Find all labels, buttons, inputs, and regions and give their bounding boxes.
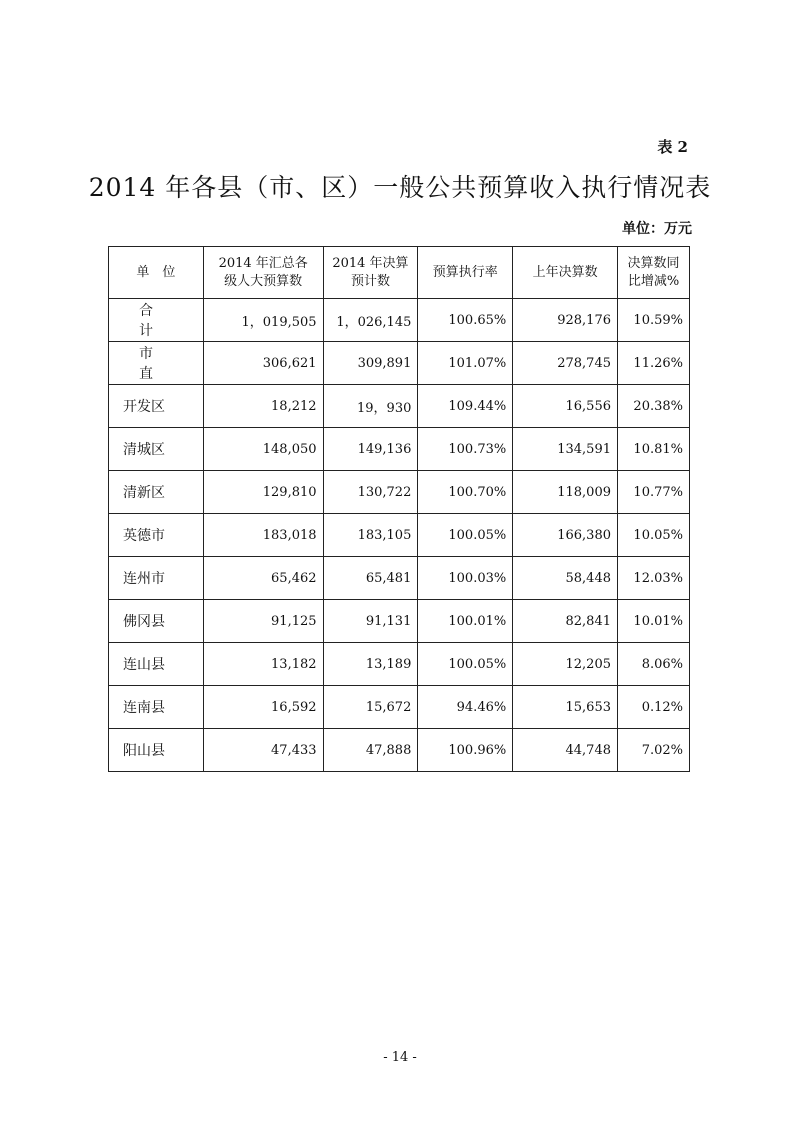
header-unit [109,247,204,299]
cell-rate: 100.96% [418,729,513,772]
table-row [109,557,690,600]
cell-prev: 134,591 [513,428,618,471]
cell-budget: 183,018 [203,514,323,557]
cell-final: 65,481 [323,557,418,600]
table-row [109,342,690,385]
header-change-line1: 决算数同 [627,255,680,271]
cell-budget: 13,182 [203,643,323,686]
header-final-line1: 2014 年决算 [332,255,409,271]
cell-final: 1，026,145 [323,299,418,342]
table-row [109,686,690,729]
table-label: 表 2 [657,138,688,156]
page-title: 2014 年各县（市、区）一般公共预算收入执行情况表 [88,173,712,202]
cell-prev: 928,176 [513,299,618,342]
cell-prev: 16,556 [513,385,618,428]
cell-prev: 12,205 [513,643,618,686]
header-final [323,247,418,299]
page-number: - 14 - [383,1050,417,1065]
cell-rate: 94.46% [418,686,513,729]
row-name: 连南县 [109,686,204,729]
cell-prev: 278,745 [513,342,618,385]
cell-budget: 148,050 [203,428,323,471]
header-budget-line2: 级人大预算数 [224,273,303,289]
cell-final: 19，930 [323,385,418,428]
table-row [109,643,690,686]
cell-prev: 118,009 [513,471,618,514]
row-name: 英德市 [109,514,204,557]
row-name: 连山县 [109,643,204,686]
header-final-line2: 预计数 [350,273,390,289]
cell-budget: 91,125 [203,600,323,643]
cell-budget: 306,621 [203,342,323,385]
header-rate [418,247,513,299]
cell-prev: 82,841 [513,600,618,643]
header-change-line2: 比增减% [627,273,680,289]
cell-change: 11.26% [618,342,690,385]
cell-rate: 100.01% [418,600,513,643]
cell-change: 7.02% [618,729,690,772]
cell-final: 130,722 [323,471,418,514]
cell-final: 47,888 [323,729,418,772]
table-row [109,600,690,643]
cell-change: 10.77% [618,471,690,514]
table-row [109,428,690,471]
cell-budget: 1，019,505 [203,299,323,342]
cell-change: 0.12% [618,686,690,729]
cell-budget: 18,212 [203,385,323,428]
cell-prev: 44,748 [513,729,618,772]
table-row [109,729,690,772]
cell-rate: 100.65% [418,299,513,342]
row-name: 清新区 [109,471,204,514]
header-unit-text: 单 位 [136,264,176,280]
budget-table [108,246,690,772]
header-prev-text: 上年决算数 [532,264,598,280]
cell-change: 12.03% [618,557,690,600]
cell-budget: 129,810 [203,471,323,514]
table-row [109,385,690,428]
cell-final: 149,136 [323,428,418,471]
cell-rate: 100.05% [418,643,513,686]
unit-label: 单位：万元 [622,221,692,237]
row-name: 阳山县 [109,729,204,772]
cell-rate: 100.70% [418,471,513,514]
row-name: 市直 [109,342,204,385]
row-name: 佛冈县 [109,600,204,643]
cell-prev: 15,653 [513,686,618,729]
cell-final: 91,131 [323,600,418,643]
cell-change: 20.38% [618,385,690,428]
cell-change: 10.81% [618,428,690,471]
cell-final: 13,189 [323,643,418,686]
row-name: 合计 [109,299,204,342]
cell-rate: 101.07% [418,342,513,385]
row-name: 连州市 [109,557,204,600]
cell-change: 8.06% [618,643,690,686]
cell-final: 309,891 [323,342,418,385]
row-name: 开发区 [109,385,204,428]
cell-rate: 100.03% [418,557,513,600]
header-rate-text: 预算执行率 [432,264,498,280]
cell-change: 10.05% [618,514,690,557]
cell-change: 10.59% [618,299,690,342]
cell-prev: 58,448 [513,557,618,600]
cell-final: 15,672 [323,686,418,729]
header-budget [203,247,323,299]
cell-budget: 16,592 [203,686,323,729]
table-row [109,299,690,342]
table-header-row [109,247,690,299]
header-change [618,247,690,299]
header-budget-line1: 2014 年汇总各 [218,255,308,271]
header-prev [513,247,618,299]
cell-rate: 100.73% [418,428,513,471]
row-name: 清城区 [109,428,204,471]
cell-change: 10.01% [618,600,690,643]
cell-final: 183,105 [323,514,418,557]
table-row [109,471,690,514]
cell-budget: 65,462 [203,557,323,600]
cell-prev: 166,380 [513,514,618,557]
table-row [109,514,690,557]
cell-rate: 109.44% [418,385,513,428]
cell-rate: 100.05% [418,514,513,557]
cell-budget: 47,433 [203,729,323,772]
